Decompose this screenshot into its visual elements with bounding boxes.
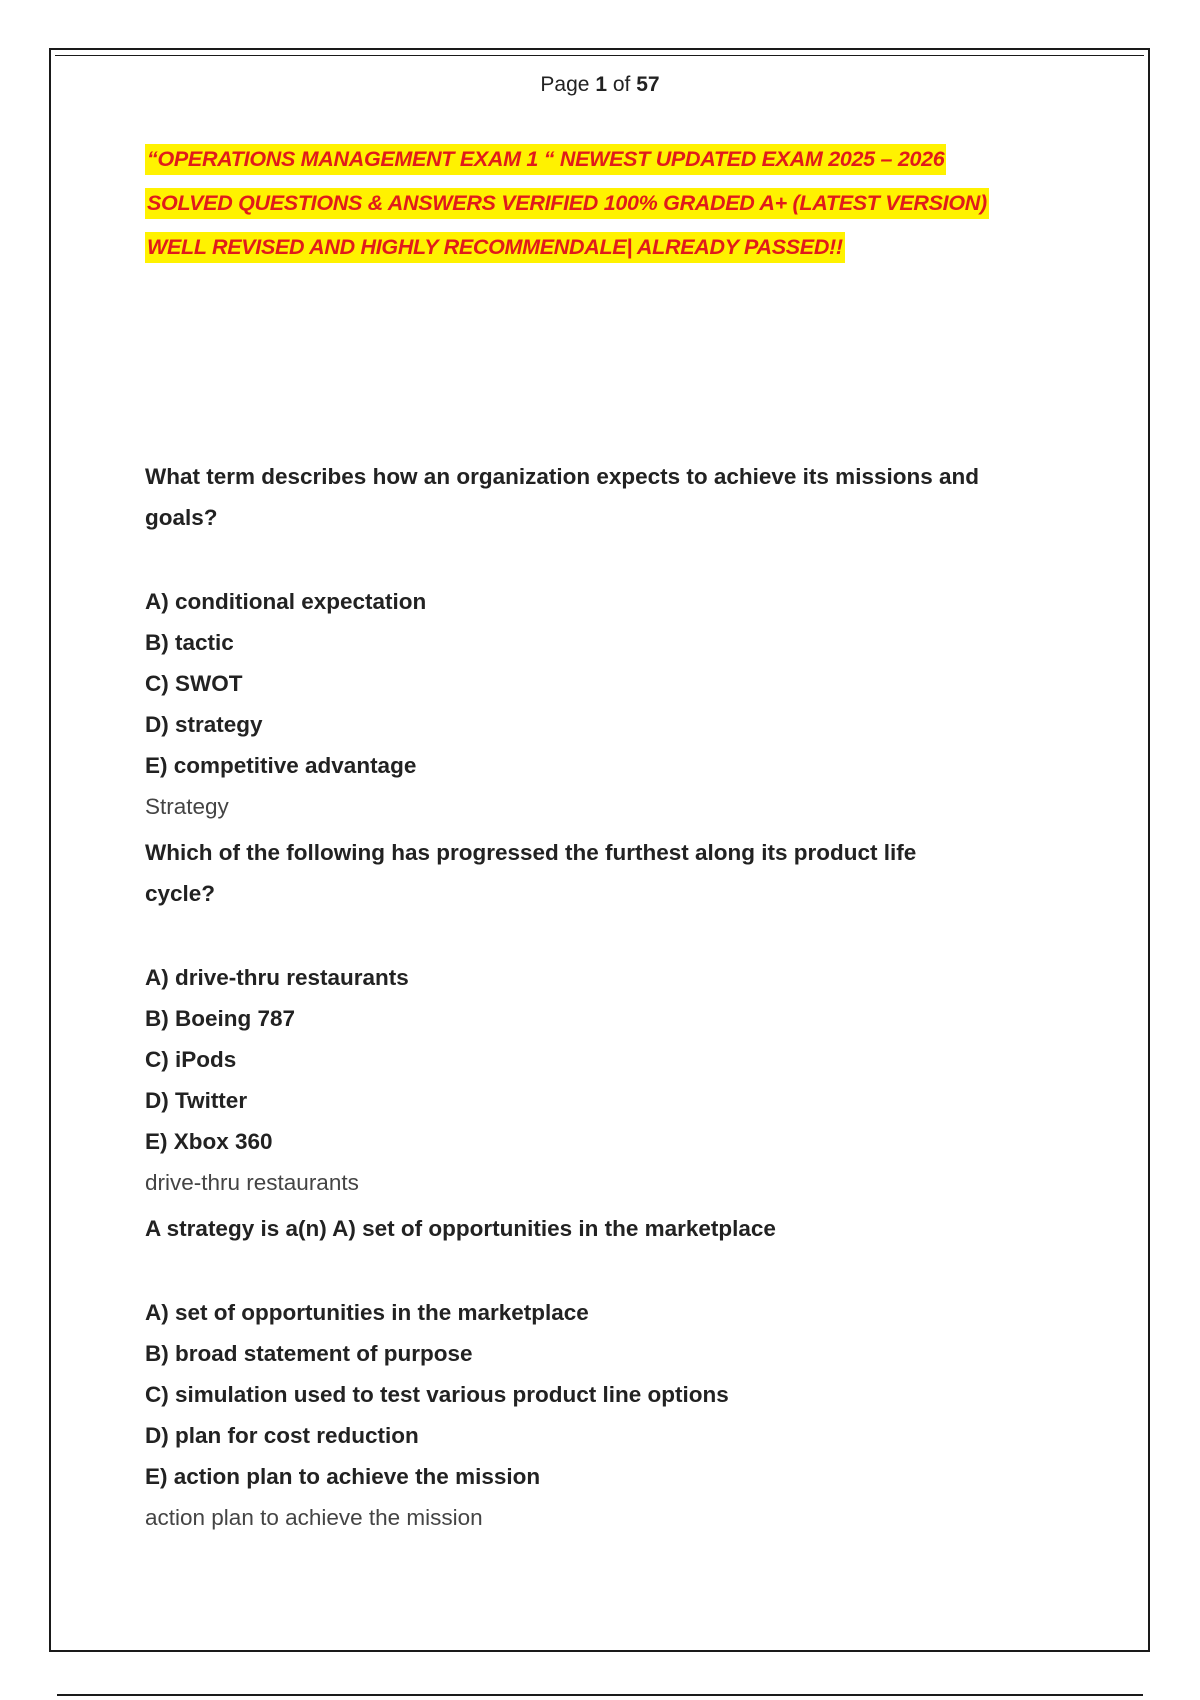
question-line: A strategy is a(n) A) set of opportunities in the marketplace [145, 1216, 776, 1241]
title-line [145, 143, 989, 187]
answer-text: Strategy [145, 794, 229, 819]
question-block-1 [145, 456, 1065, 827]
options-list [145, 581, 1065, 786]
page-total: 57 [636, 73, 660, 96]
question-line: goals? [145, 505, 218, 530]
question-line: cycle? [145, 881, 216, 906]
bottom-rule [57, 1694, 1143, 1696]
page-prefix: Page [540, 73, 590, 96]
title-line [145, 187, 989, 231]
option-b: B) broad statement of purpose [145, 1341, 473, 1366]
page-of: of [612, 73, 631, 96]
answer-text: drive-thru restaurants [145, 1170, 359, 1195]
title-line-text: “OPERATIONS MANAGEMENT EXAM 1 “ NEWEST UPDATED EXAM 2025 – 2026 [145, 144, 946, 175]
option-e: E) Xbox 360 [145, 1129, 273, 1154]
option-e: E) competitive advantage [145, 753, 417, 778]
option-c: C) simulation used to test various product line options [145, 1382, 729, 1407]
options-list [145, 1292, 1065, 1497]
page-counter [0, 73, 1200, 97]
document-title [145, 143, 989, 275]
options-list [145, 957, 1065, 1162]
option-a: A) conditional expectation [145, 589, 427, 614]
option-a: A) drive-thru restaurants [145, 965, 409, 990]
title-line-text: WELL REVISED AND HIGHLY RECOMMENDALE| ALREADY PASSED!! [145, 232, 845, 263]
page-current: 1 [595, 73, 607, 96]
option-b: B) Boeing 787 [145, 1006, 296, 1031]
option-d: D) Twitter [145, 1088, 248, 1113]
option-c: C) SWOT [145, 671, 243, 696]
question-line: Which of the following has progressed the furthest along its product life [145, 840, 917, 865]
option-d: D) strategy [145, 712, 263, 737]
question-block-2 [145, 832, 1065, 1203]
option-a: A) set of opportunities in the marketplace [145, 1300, 589, 1325]
question-line: What term describes how an organization expects to achieve its missions and [145, 464, 979, 489]
option-d: D) plan for cost reduction [145, 1423, 419, 1448]
question-text [145, 832, 1065, 914]
option-c: C) iPods [145, 1047, 237, 1072]
option-b: B) tactic [145, 630, 234, 655]
answer-text: action plan to achieve the mission [145, 1505, 483, 1530]
question-text [145, 456, 1065, 538]
title-line-text: SOLVED QUESTIONS & ANSWERS VERIFIED 100% GRADED A+ (LATEST VERSION) [145, 188, 989, 219]
frame-top-rule [55, 55, 1144, 56]
question-block-3 [145, 1208, 1065, 1538]
question-text [145, 1208, 1065, 1249]
title-line [145, 231, 989, 275]
option-e: E) action plan to achieve the mission [145, 1464, 541, 1489]
